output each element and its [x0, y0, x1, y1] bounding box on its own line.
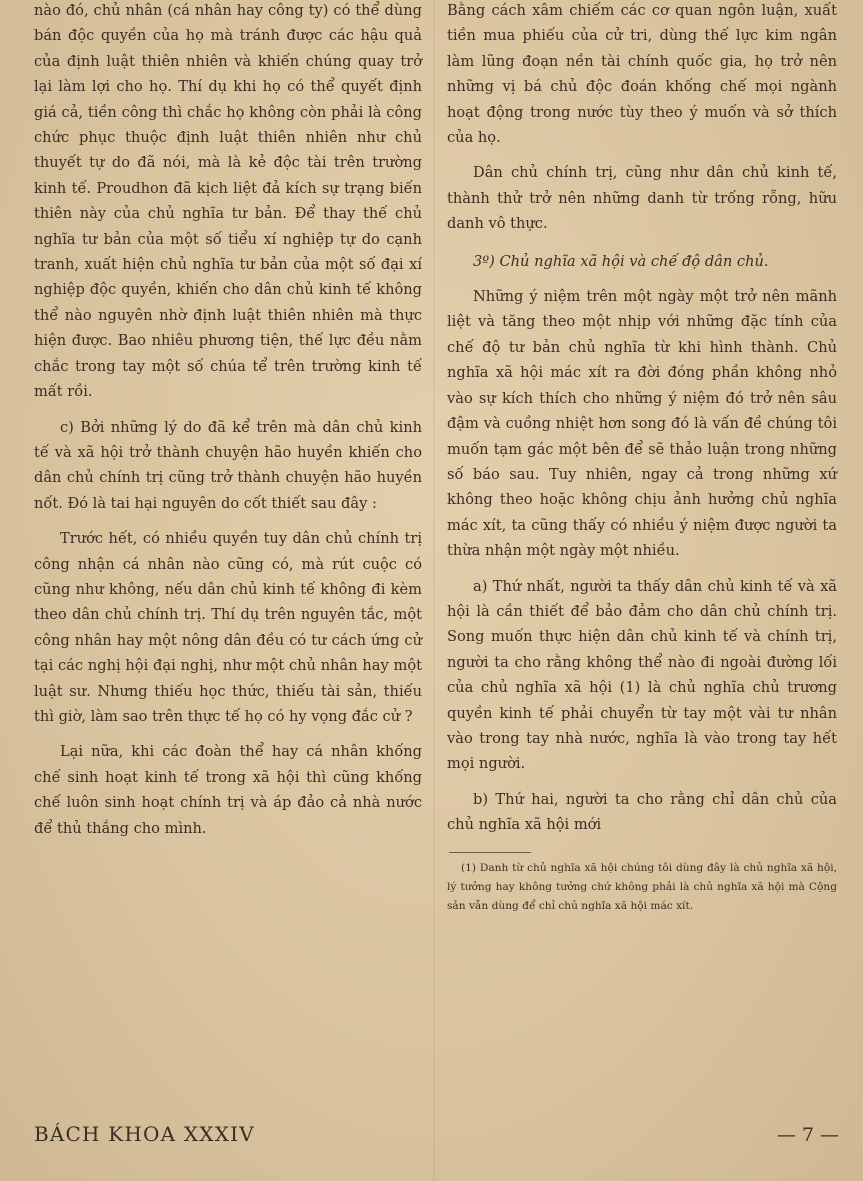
paragraph: Những ý niệm trên một ngày một trở nên mãnh liệt và tăng theo một nhịp với những đặc tính của chế độ tư bản chủ nghĩa từ khi hình thành. Chủ nghĩa xã hội mác xít ra đời đóng phần không nhỏ vào sự kích thích cho những ý niệm đó trở nên sâu đậm và cuồng nhiệt hơn song đó là vấn đề chúng tôi muốn tạm gác một bên để sẽ thảo luận trong những số báo sau. Tuy nhiên, ngay cả trong những xứ không theo hoặc không chịu ảnh hưởng chủ nghĩa mác xít, ta cũng thấy có nhiều ý niệm được người ta thừa nhận một ngày một nhiều. [447, 288, 837, 560]
paragraph: Dân chủ chính trị, cũng như dân chủ kinh tế, thành thử trở nên những danh từ trống rỗng, hữu danh vô thực. [447, 164, 837, 233]
paragraph: Bằng cách xâm chiếm các cơ quan ngôn luận, xuất tiền mua phiếu của cử tri, dùng thế lực kim ngân làm lũng đoạn nền tài chính quốc gia, họ trở nên những vị bá chủ độc đoán khống chế mọi ngành hoạt động trong nước tùy theo ý muốn và sở thích của họ. [447, 2, 837, 147]
section-heading: 3º) Chủ nghĩa xã hội và chế độ dân chủ. [473, 252, 769, 270]
paragraph: nào đó, chủ nhân (cá nhân hay công ty) có thể dùng bán độc quyền của họ mà tránh được các hậu quả của định luật thiên nhiên và khiến chúng quay trở lại làm lợi cho họ. Thí dụ khi họ có thể quyết định giá cả, tiền công thì chắc họ không còn phải là công chức phục thuộc định luật thiên nhiên như chủ thuyết tự do đã nói, mà là kẻ độc tài trên trường kinh tế. Proudhon đã kịch liệt đả kích sự trạng biến thiên này của chủ nghĩa tư bản. Để thay thế chủ nghĩa tư bản của một số tiểu xí nghiệp tự do cạnh tranh, xuất hiện chủ nghĩa tư bản của một số đại xí nghiệp độc quyền, khiến cho dân chủ kinh tế không thể nào nguyên nhờ định luật thiên nhiên mà thực hiện được. Bao nhiêu phương tiện, thế lực đều nằm chắc trong tay một số chúa tể trên trường kinh tế mất rồi. [34, 2, 422, 401]
footnote [447, 859, 837, 916]
paragraph: a) Thứ nhất, người ta thấy dân chủ kinh tế và xã hội là cần thiết để bảo đảm cho dân chủ chính trị. Song muốn thực hiện dân chủ kinh tế và chính trị, người ta cho rằng không thể nào đi ngoài đường lối của chủ nghĩa xã hội (1) là chủ nghĩa chủ trương quyền kinh tế phải chuyển từ tay một vài tư nhân vào trong tay nhà nước, nghĩa là vào trong tay hết mọi người. [447, 577, 837, 773]
footnote-divider [449, 852, 531, 853]
paragraph: Trước hết, có nhiều quyền tuy dân chủ chính trị công nhận cá nhân nào cũng có, mà rút cuộc có cũng như không, nếu dân chủ kinh tế không đi kèm theo dân chủ chính trị. Thí dụ trên nguyên tắc, một công nhân hay một nông dân đều có tư cách ứng cử tại các nghị hội đại nghị, như một chủ nhân hay một luật sư. Nhưng thiếu học thức, thiếu tài sản, thiếu thì giờ, làm sao trên thực tế họ có hy vọng đắc cử ? [34, 530, 422, 725]
right-column [447, 0, 837, 916]
page-number: — 7 — [776, 1124, 839, 1146]
footnote-marker: (1) [461, 861, 477, 874]
paragraph: c) Bởi những lý do đã kể trên mà dân chủ kinh tế và xã hội trở thành chuyện hão huyền khiến cho dân chủ chính trị cũng trở thành chuyện hão huyền nốt. Đó là tai hại nguyên do cốt thiết sau đây : [34, 418, 422, 512]
publication-name: BÁCH KHOA XXXIV [34, 1122, 255, 1146]
column-gutter [433, 0, 435, 1181]
paragraph: Lại nữa, khi các đoàn thể hay cá nhân khống chế sinh hoạt kinh tế trong xã hội thì cũng khống chế luôn sinh hoạt chính trị và áp đảo cả nhà nước để thủ thắng cho mình. [34, 743, 422, 837]
paragraph: b) Thứ hai, người ta cho rằng chỉ dân chủ của chủ nghĩa xã hội mới [447, 790, 837, 834]
left-column [34, 0, 422, 841]
footnote-text: Danh từ chủ nghĩa xã hội chúng tôi dùng đây là chủ nghĩa xã hội, lý tưởng hay không tưởng chứ không phải là chủ nghĩa xã hội mà Cộng sản vẫn dùng để chỉ chủ nghĩa xã hội mác xít. [447, 861, 837, 912]
